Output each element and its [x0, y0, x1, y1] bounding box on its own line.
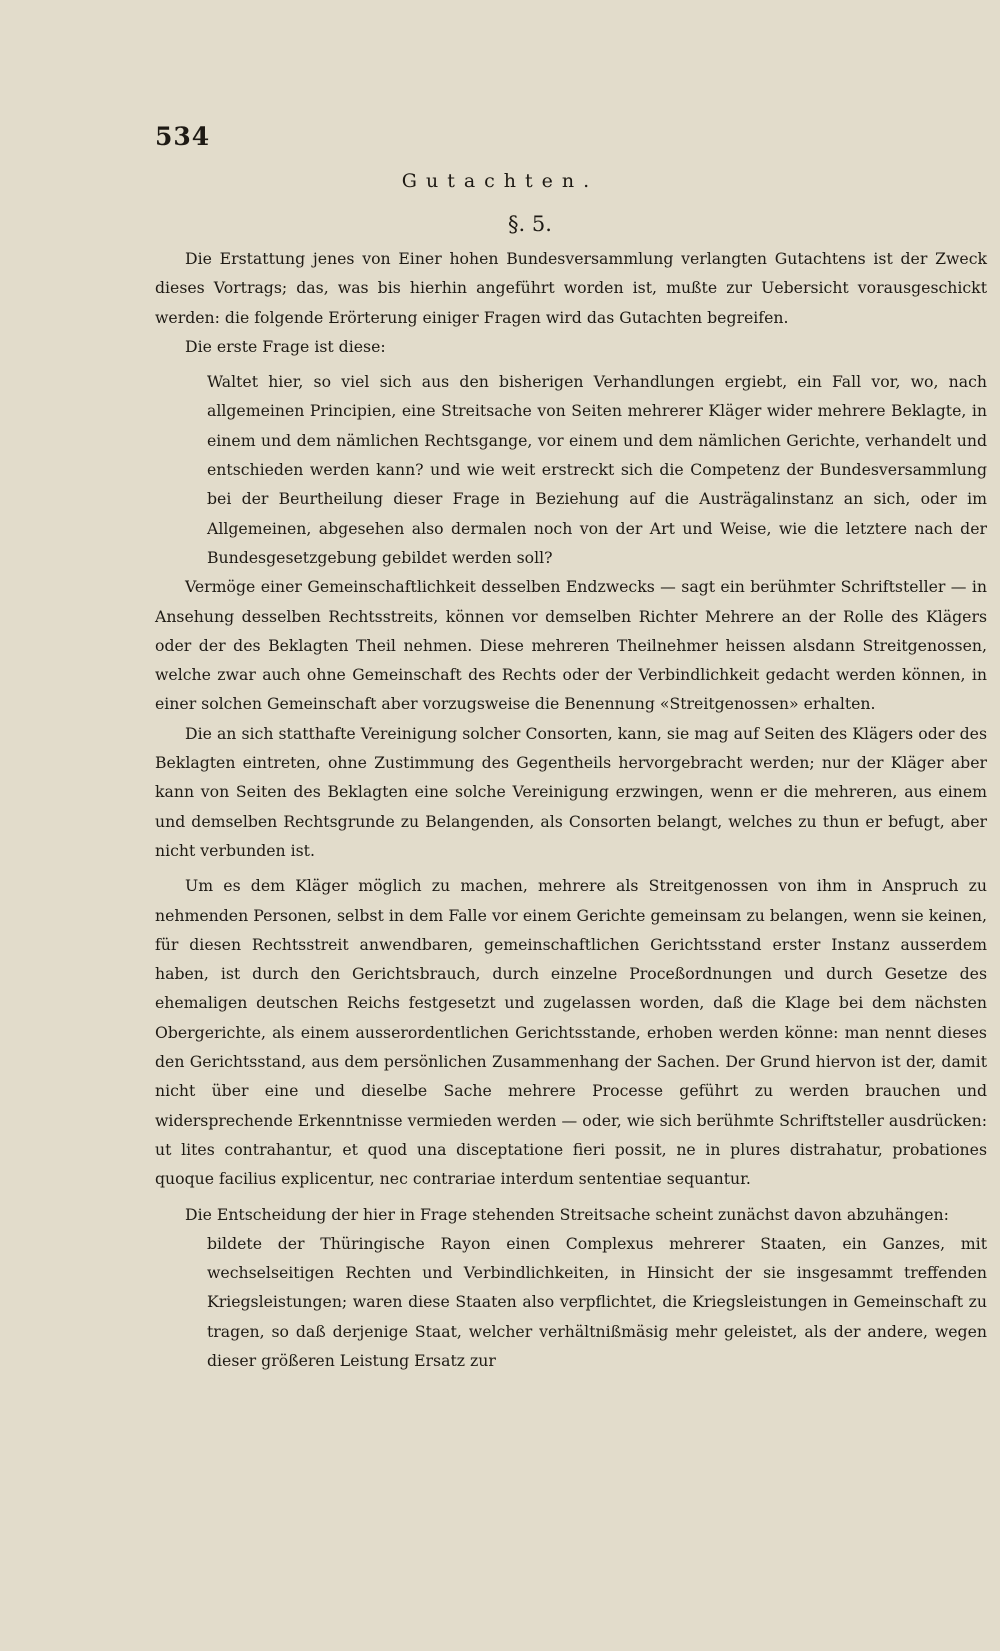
section-heading: §. 5.: [508, 212, 552, 236]
paragraph-first-question: Waltet hier, so viel sich aus den bisherigen Verhandlungen ergiebt, ein Fall vor, wo, nach allgemeinen Principien, eine Streitsache von Seiten mehrerer Kläger wider mehrere Beklagte, in einem und dem nämlichen Rechtsgange, vor einem und dem nämlichen Gerichte, verhandelt und entschieden werden kann? und wie weit erstreckt sich die Competenz der Bundesversammlung bei der Beurtheilung dieser Frage in Beziehung auf die Austrägalinstanz an sich, oder im Allgemeinen, abgesehen also dermalen noch von der Art und Weise, wie die letztere nach der Bundesgesetzgebung gebildet werden soll?: [207, 372, 987, 567]
paragraph-consorten: Die an sich statthafte Vereinigung solcher Consorten, kann, sie mag auf Seiten des Klägers oder des Beklagten eintreten, ohne Zustimmung des Gegentheils hervorgebracht werden; nur der Kläger aber kann von Seiten des Beklagten eine solche Vereinigung erzwingen, wenn er die mehreren, aus einem und demselben Rechtsgrunde zu Belangenden, als Consorten belangt, welches zu thun er befugt, aber nicht verbunden ist.: [155, 723, 987, 860]
body-text: [155, 244, 987, 1375]
paragraph-entscheidung: Die Entscheidung der hier in Frage stehenden Streitsache scheint zunächst davon abzuhängen:: [185, 1204, 949, 1224]
paragraph-thueringischer-rayon: bildete der Thüringische Rayon einen Complexus mehrerer Staaten, ein Ganzes, mit wechselseitigen Rechten und Verbindlichkeiten, in Hinsicht der sie insgesammt treffenden Kriegsleistungen; waren diese Staaten also verpflichtet, die Kriegsleistungen in Gemeinschaft zu tragen, so daß derjenige Staat, welcher verhältnißmäsig mehr geleistet, als der andere, wegen dieser größeren Leistung Ersatz zur: [207, 1233, 987, 1370]
page-number: 534: [155, 122, 211, 151]
paragraph-intro: Die Erstattung jenes von Einer hohen Bundesversammlung verlangten Gutachtens ist der Zweck dieses Vortrags; das, was bis hierhin angeführt worden ist, mußte zur Uebersicht vorausgeschickt werden: die folgende Erörterung einiger Fragen wird das Gutachten begreifen.: [155, 249, 987, 327]
page-title: Gutachten.: [401, 170, 599, 192]
paragraph-gerichtsstand: Um es dem Kläger möglich zu machen, mehrere als Streitgenossen von ihm in Anspruch zu nehmenden Personen, selbst in dem Falle vor einem Gerichte gemeinsam zu belangen, wenn sie keinen, für diesen Rechtsstreit anwendbaren, gemeinschaftlichen Gerichtsstand erster Instanz ausserdem haben, ist durch den Gerichtsbrauch, durch einzelne Proceßordnungen und durch Gesetze des ehemaligen deutschen Reichs festgesetzt und zugelassen worden, daß die Klage bei dem nächsten Obergerichte, als einem ausserordentlichen Gerichtsstande, erhoben werden könne: man nennt dieses den Gerichtsstand, aus dem persönlichen Zusammenhang der Sachen. Der Grund hiervon ist der, damit nicht über eine und dieselbe Sache mehrere Processe geführt zu werden brauchen und widersprechende Erkenntnisse vermieden werden — oder, wie sich berühmte Schriftsteller ausdrücken: ut lites contrahantur, et quod una disceptatione fieri possit, ne in plures distrahatur, probationes quoque facilius explicentur, nec contrariae interdum sententiae sequantur.: [155, 876, 987, 1189]
paragraph-first-question-label: Die erste Frage ist diese:: [185, 336, 386, 356]
paragraph-streitgenossen: Vermöge einer Gemeinschaftlichkeit desselben Endzwecks — sagt ein berühmter Schriftsteller — in Ansehung desselben Rechtsstreits, können vor demselben Richter Mehrere an der Rolle des Klägers oder der des Beklagten Theil nehmen. Diese mehreren Theilnehmer heissen alsdann Streitgenossen, welche zwar auch ohne Gemeinschaft des Rechts oder der Verbindlichkeit gedacht werden können, in einer solchen Gemeinschaft aber vorzugsweise die Benennung «Streitgenossen» erhalten.: [155, 577, 987, 714]
